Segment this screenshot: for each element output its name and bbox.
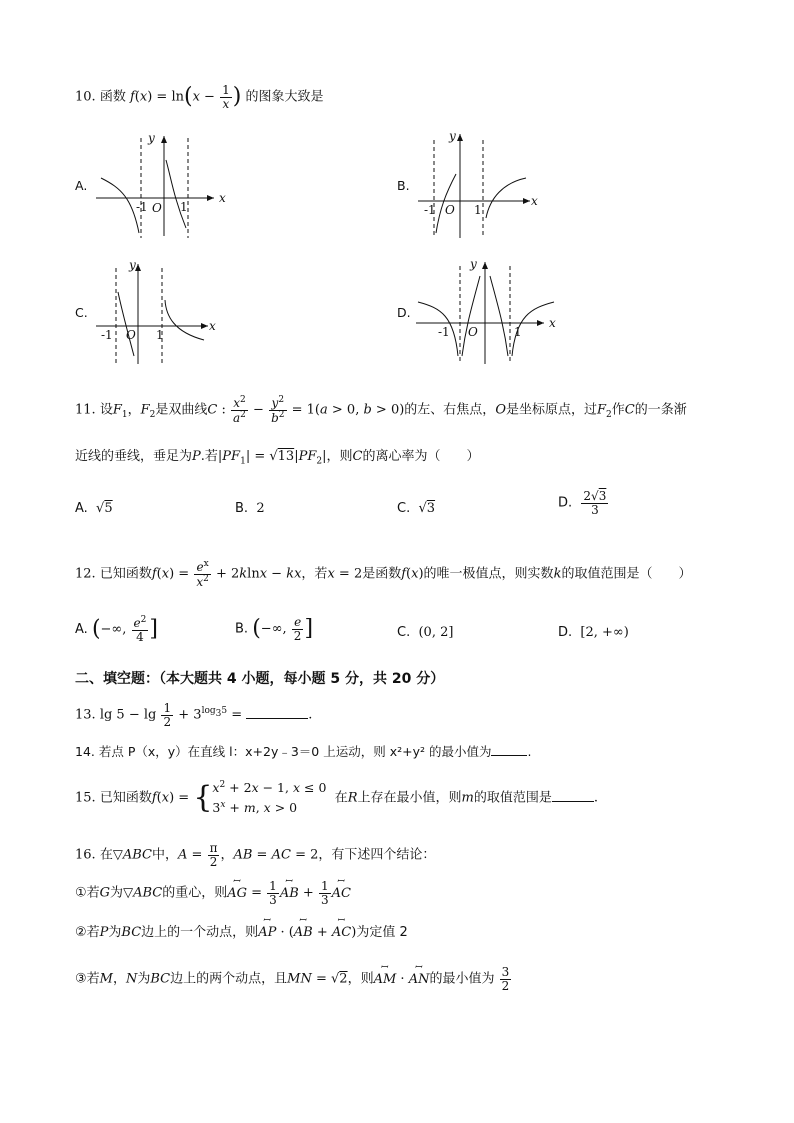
q16-stem: 16. 在▽ABC中，A = $\frac{\pi}{2}$ ，AB = AC = 2，有下述四个结论：	[75, 841, 436, 869]
q10-b-o: O	[445, 203, 455, 217]
q10-d-o: O	[468, 325, 478, 339]
q10-b-y: y	[449, 129, 456, 143]
q12-option-c[interactable]: C. (0, 2]	[397, 625, 454, 640]
q10-graph-b[interactable]	[418, 128, 558, 240]
q10-a-o: O	[152, 201, 162, 215]
q15-stem: 15. 已知函数$f(x) = \{x^2 + 2x - 1$, x ≤ 0 $3^x + m$, x > 0 在R上存在最小值，则m的取值范围是 .	[75, 780, 598, 816]
q12-option-b[interactable]: B. (−∞, $\frac{e}{2}$ ]	[235, 615, 314, 643]
q10-b-pos: 1	[474, 203, 482, 217]
q12-opt-c-label: C.	[397, 625, 411, 640]
q12-t2: ，若	[301, 566, 328, 582]
q16-t2: 中，	[151, 847, 178, 863]
q11-option-a[interactable]: A. √5	[75, 501, 113, 516]
q15-answer-blank[interactable]	[552, 800, 594, 802]
q11-opt-c-label: C.	[397, 501, 411, 516]
q16-conclusion-3: ③若M，N为BC边上的两个动点，且MN = √2，则ꟷ AM · ꟷ AN的最小值为 $\frac{3}{2}$	[75, 966, 512, 992]
q10-d-neg: -1	[438, 325, 450, 339]
q11-line2b: .若	[200, 449, 218, 464]
q10-option-b-label[interactable]: B.	[397, 178, 410, 193]
q11-t1: 设	[99, 402, 113, 418]
q15-t2: 在	[334, 790, 348, 806]
q11-stem-line2: 近线的垂线，垂足为P.若$|PF_1| = √13|PF_2|$，则C的离心率为（ ）	[75, 449, 480, 467]
q15-t4: 的取值范围是	[473, 790, 552, 806]
q10-option-d-label[interactable]: D.	[397, 305, 411, 320]
q10-c-y: y	[129, 258, 136, 272]
q11-t2: 是双曲线	[155, 402, 208, 418]
q10-d-y: y	[470, 257, 477, 271]
q10-b-neg: -1	[424, 203, 436, 217]
q16-c3c: 为	[137, 971, 151, 987]
q10-b-x: x	[531, 194, 538, 208]
q12-option-d[interactable]: D. [2, +∞)	[558, 625, 629, 640]
q10-c-x: x	[209, 319, 216, 333]
q16-c3d: 边上的两个动点，且	[170, 971, 288, 987]
q10-stem: 10. 函数 f(x) = ln(x − $\frac{1}{x}$ ) 的图象大致是	[75, 83, 324, 111]
q10-d-pos: 1	[514, 325, 522, 339]
q12-stem: 12. 已知函数f(x) = $\frac{e^x}{x^2}$ + 2klnx − kx，若x = 2是函数f(x)的唯一极值点，则实数k的取值范围是（ ）	[75, 559, 692, 589]
q10-suffix: 的图象大致是	[245, 89, 324, 105]
q16-c2a: ②若	[75, 925, 100, 940]
q11-opt-a-label: A.	[75, 501, 88, 516]
q14-end: .	[527, 744, 532, 759]
q15-t3: 上存在最小值，则	[357, 790, 462, 806]
q11-opt-d-label: D.	[558, 495, 573, 511]
q11-option-c[interactable]: C. √3	[397, 501, 436, 516]
q16-c3b: ，	[112, 971, 126, 987]
q10-option-c-label[interactable]: C.	[75, 305, 88, 320]
q16-t1: 在	[99, 847, 113, 863]
section-fill-in-title: 二、填空题：（本大题共 4 小题，每小题 5 分，共 20 分）	[75, 671, 445, 687]
q11-t6: 的一条渐	[634, 402, 687, 418]
q16-t4: ，有下述四个结论：	[318, 847, 436, 863]
q12-t3: 是函数	[362, 566, 402, 582]
q12-opt-d-label: D.	[558, 625, 573, 640]
q12-option-a[interactable]: A. (−∞, $\frac{e^2}{4}$ ]	[75, 615, 158, 644]
q12-opt-b-label: B.	[235, 621, 249, 637]
q11-number: 11.	[75, 402, 96, 418]
q10-graph-c[interactable]	[96, 256, 226, 368]
q10-c-o: O	[126, 328, 136, 342]
q16-c1a: ①若	[75, 885, 100, 901]
q11-opt-b-label: B.	[235, 501, 249, 516]
q12-t5: 的取值范围是（ ）	[561, 566, 692, 582]
q13-answer-blank[interactable]	[246, 717, 308, 719]
q10-c-neg: -1	[101, 328, 113, 342]
q16-c3a: ③若	[75, 971, 100, 987]
q10-d-x: x	[549, 316, 556, 330]
q15-t1: 已知函数	[99, 790, 152, 806]
q10-a-pos: 1	[180, 200, 188, 214]
q16-t3: ，	[220, 847, 234, 863]
q16-c1b: 为	[110, 885, 124, 901]
q16-number: 16.	[75, 847, 96, 863]
q15-number: 15.	[75, 790, 96, 806]
q16-c1c: 的重心，则	[162, 885, 228, 901]
q14-text: 若点 P（x，y）在直线 l：x+2y﹣3＝0 上运动，则 x²+y² 的最小值为	[98, 744, 492, 759]
q10-number: 10.	[75, 89, 96, 105]
q11-t5: 作	[611, 402, 625, 418]
q10-a-x: x	[219, 191, 226, 205]
q11-t3: 的左、右焦点，	[404, 402, 496, 418]
q16-c3e: ，则	[347, 971, 374, 987]
q14-stem	[75, 746, 531, 759]
q11-t4: 是坐标原点，过	[505, 402, 597, 418]
q10-option-a-label[interactable]: A.	[75, 178, 88, 193]
q11-line2d: 的离心率为（ ）	[362, 449, 480, 464]
q10-c-pos: 1	[156, 328, 164, 342]
q11-option-b[interactable]	[235, 502, 265, 515]
q14-answer-blank[interactable]	[491, 754, 527, 756]
q11-opt-b-value: 2	[256, 501, 265, 516]
q16-c2b: 为	[108, 925, 122, 940]
q12-t4: 的唯一极值点，则实数	[423, 566, 554, 582]
q11-option-d[interactable]: D. $\frac{2√3}{3}$	[558, 489, 607, 517]
q12-t1: 已知函数	[99, 566, 152, 582]
q12-number: 12.	[75, 566, 96, 582]
q11-stem-line1: 11. 设$F_1$，$F_2$是双曲线C : $\frac{x^2}{a^2}$ − $\frac{y^2}{b^2}$ = 1(a > 0, b > 0)的左、右焦点，O是坐标原点，过$F_2$作C的一条渐	[75, 395, 687, 425]
q13-number: 13.	[75, 707, 96, 723]
q10-a-y: y	[148, 131, 155, 145]
q10-prefix: 函数	[99, 89, 126, 105]
q11-line2c: ，则	[326, 449, 353, 464]
q16-conclusion-1: ①若G为▽ABC的重心，则ꟷ AG = $\frac{1}{3}$ ꟷ AB + $\frac{1}{3}$ ꟷ AC	[75, 880, 351, 906]
q10-graph-a[interactable]	[96, 128, 236, 240]
q10-graph-d[interactable]	[416, 256, 566, 368]
q16-c2d: 为定值 2	[356, 925, 408, 940]
q12-opt-a-label: A.	[75, 622, 88, 638]
q13-stem: 13. lg 5 − lg $\frac{1}{2}$ + $3^{log_35}$ = .	[75, 701, 313, 729]
q14-number: 14.	[75, 744, 95, 759]
q10-a-neg: -1	[136, 200, 148, 214]
q16-conclusion-2: ②若P为BC边上的一个动点，则ꟷ AP · (ꟷ AB + ꟷ AC)为定值 2	[75, 926, 408, 939]
q11-line2a: 近线的垂线，垂足为	[75, 449, 193, 464]
q16-c3f: 的最小值为	[429, 971, 495, 987]
q16-c2c: 边上的一个动点，则	[141, 925, 259, 940]
